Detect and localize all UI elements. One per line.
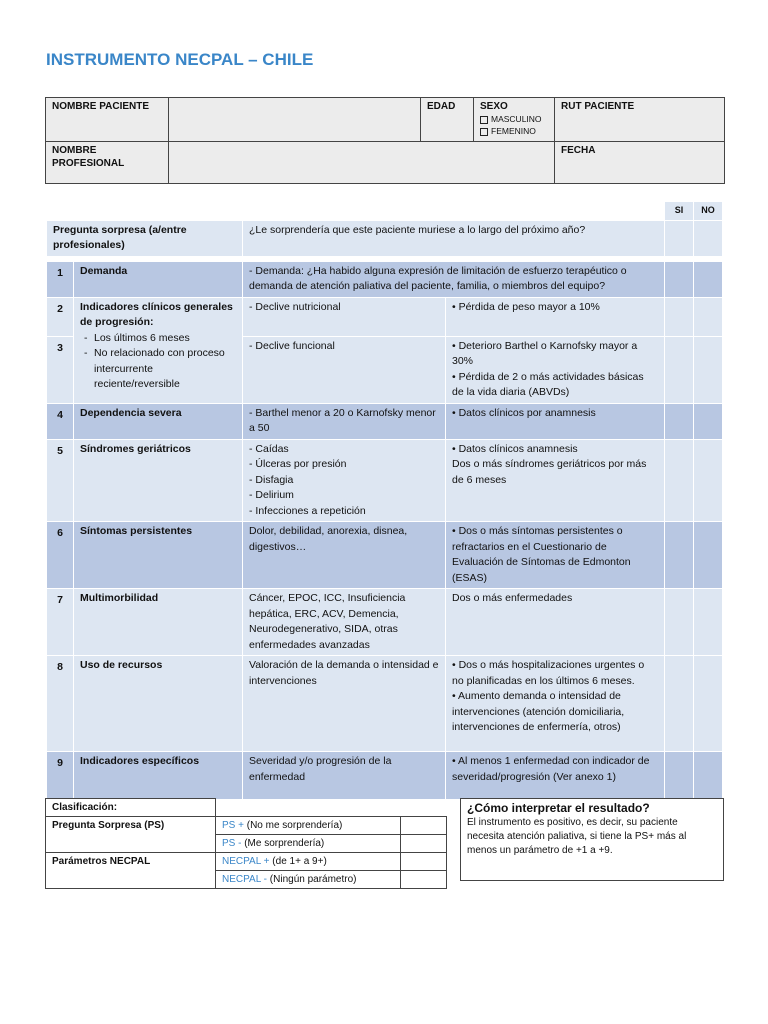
table-row (47, 589, 723, 656)
no-checkbox[interactable] (694, 656, 723, 752)
ps-minus-option: PS - (Me sorprendería) (216, 835, 401, 853)
si-checkbox[interactable] (665, 752, 694, 800)
row-label: Síndromes geriátricos (74, 439, 243, 522)
fecha-label: FECHA (561, 145, 596, 156)
table-row (47, 522, 723, 589)
sexo-label: SEXO (480, 101, 508, 112)
ps-plus-option: PS + (No me sorprendería) (216, 817, 401, 835)
si-header: SI (665, 202, 694, 221)
classification-table (45, 798, 447, 889)
fecha-field[interactable] (555, 142, 725, 184)
edad-label[interactable]: EDAD (421, 98, 474, 142)
row-criteria: Dos o más enfermedades (446, 589, 665, 656)
table-row (47, 752, 723, 800)
table-row (47, 439, 723, 522)
no-header: NO (694, 202, 723, 221)
row-criteria: • Datos clínicos por anamnesis (446, 403, 665, 439)
row-criteria: • Pérdida de peso mayor a 10% (446, 297, 665, 336)
row-number: 1 (47, 261, 74, 297)
row-description: - Caídas - Úlceras por presión - Disfagia - Delirium - Infecciones a repetición (243, 439, 446, 522)
necpal-table (46, 201, 723, 800)
sorpresa-question: ¿Le sorprendería que este paciente muriese a lo largo del próximo año? (243, 220, 665, 256)
necpal-label: Parámetros NECPAL (46, 853, 216, 889)
interpretation-heading: ¿Cómo interpretar el resultado? (467, 801, 650, 815)
row-label: Multimorbilidad (74, 589, 243, 656)
si-checkbox[interactable] (665, 261, 694, 297)
table-row (47, 403, 723, 439)
table-row (47, 261, 723, 297)
ps-label: Pregunta Sorpresa (PS) (46, 817, 216, 853)
patient-info-table (45, 97, 725, 184)
femenino-label: FEMENINO (491, 126, 536, 136)
row-label: Síntomas persistentes (74, 522, 243, 589)
row-description: - Declive nutricional (243, 297, 446, 336)
si-checkbox[interactable] (665, 522, 694, 589)
table-row (47, 297, 723, 336)
si-checkbox[interactable] (665, 297, 694, 336)
no-checkbox[interactable] (694, 522, 723, 589)
nombre-paciente-label: NOMBRE PACIENTE (46, 98, 169, 142)
femenino-option[interactable] (480, 125, 548, 137)
necpal-minus-option: NECPAL - (Ningún parámetro) (216, 871, 401, 889)
no-checkbox[interactable] (694, 403, 723, 439)
rut-field[interactable] (555, 98, 725, 142)
rut-label: RUT PACIENTE (561, 101, 635, 112)
page-title: INSTRUMENTO NECPAL – CHILE (46, 50, 314, 69)
row-label: Indicadores clínicos generales de progresión: - Los últimos 6 meses - No relacionado con proceso intercurrente reciente/reversible (74, 297, 243, 403)
sorpresa-row (47, 220, 723, 256)
nombre-profesional-field[interactable] (169, 142, 555, 184)
row-criteria: • Dos o más síntomas persistentes o refractarios en el Cuestionario de Evaluación de Síntomas de Edmonton (ESAS) (446, 522, 665, 589)
row-criteria: • Datos clínicos anamnesis Dos o más síndromes geriátricos por más de 6 meses (446, 439, 665, 522)
row-description: - Barthel menor a 20 o Karnofsky menor a 50 (243, 403, 446, 439)
row-number: 7 (47, 589, 74, 656)
row-number: 4 (47, 403, 74, 439)
interpretation-text: El instrumento es positivo, es decir, su paciente necesita atención paliativa, si tiene la PS+ más al menos un parámetro de +1 a +9. (467, 817, 687, 856)
row-description: Valoración de la demanda o intensidad e intervenciones (243, 656, 446, 752)
row-description: - Demanda: ¿Ha habido alguna expresión de limitación de esfuerzo terapéutico o demanda de atención paliativa del paciente, familia, o miembros del equipo? (243, 261, 665, 297)
checkbox-icon[interactable] (480, 116, 488, 124)
row-number: 2 (47, 297, 74, 336)
row-description: Cáncer, EPOC, ICC, Insuficiencia hepática, ERC, ACV, Demencia, Neurodegenerativo, SIDA, otras enfermedades avanzadas (243, 589, 446, 656)
row-number: 8 (47, 656, 74, 752)
no-checkbox[interactable] (694, 297, 723, 336)
sexo-cell (474, 98, 555, 142)
si-checkbox[interactable] (665, 439, 694, 522)
necpal-minus-checkbox[interactable] (401, 871, 447, 889)
no-checkbox[interactable] (694, 752, 723, 800)
nombre-paciente-field[interactable] (169, 98, 421, 142)
si-checkbox[interactable] (665, 656, 694, 752)
row-number: 5 (47, 439, 74, 522)
masculino-option[interactable] (480, 113, 548, 125)
no-checkbox[interactable] (694, 439, 723, 522)
row-description: - Declive funcional (243, 336, 446, 403)
no-checkbox[interactable] (694, 589, 723, 656)
row-label: Uso de recursos (74, 656, 243, 752)
checkbox-icon[interactable] (480, 128, 488, 136)
row-description: Dolor, debilidad, anorexia, disnea, digestivos… (243, 522, 446, 589)
row-criteria: • Al menos 1 enfermedad con indicador de severidad/progresión (Ver anexo 1) (446, 752, 665, 800)
progression-conditions: - Los últimos 6 meses - No relacionado con proceso intercurrente reciente/reversible (80, 331, 236, 393)
ps-plus-checkbox[interactable] (401, 817, 447, 835)
interpretation-box (460, 798, 724, 881)
row-criteria: • Deterioro Barthel o Karnofsky mayor a 30% • Pérdida de 2 o más actividades básicas de la vida diaria (ABVDs) (446, 336, 665, 403)
row-label: Indicadores específicos (74, 752, 243, 800)
si-checkbox[interactable] (665, 336, 694, 403)
nombre-profesional-label: NOMBRE PROFESIONAL (46, 142, 169, 184)
row-number: 6 (47, 522, 74, 589)
classification-title: Clasificación: (46, 799, 216, 817)
ps-minus-checkbox[interactable] (401, 835, 447, 853)
necpal-plus-checkbox[interactable] (401, 853, 447, 871)
row-number: 3 (47, 336, 74, 403)
necpal-plus-option: NECPAL + (de 1+ a 9+) (216, 853, 401, 871)
row-criteria: • Dos o más hospitalizaciones urgentes o no planificadas en los últimos 6 meses. • Aumento demanda o intensidad de intervenciones (atención domiciliaria, intervenciones de enfermería, otros) (446, 656, 665, 752)
row-label: Dependencia severa (74, 403, 243, 439)
sorpresa-label: Pregunta sorpresa (a/entre profesionales) (47, 220, 243, 256)
si-checkbox[interactable] (665, 220, 694, 256)
no-checkbox[interactable] (694, 336, 723, 403)
table-row (47, 656, 723, 752)
masculino-label: MASCULINO (491, 114, 542, 124)
row-description: Severidad y/o progresión de la enfermedad (243, 752, 446, 800)
no-checkbox[interactable] (694, 261, 723, 297)
si-checkbox[interactable] (665, 589, 694, 656)
no-checkbox[interactable] (694, 220, 723, 256)
row-number: 9 (47, 752, 74, 800)
row-label: Demanda (74, 261, 243, 297)
si-checkbox[interactable] (665, 403, 694, 439)
